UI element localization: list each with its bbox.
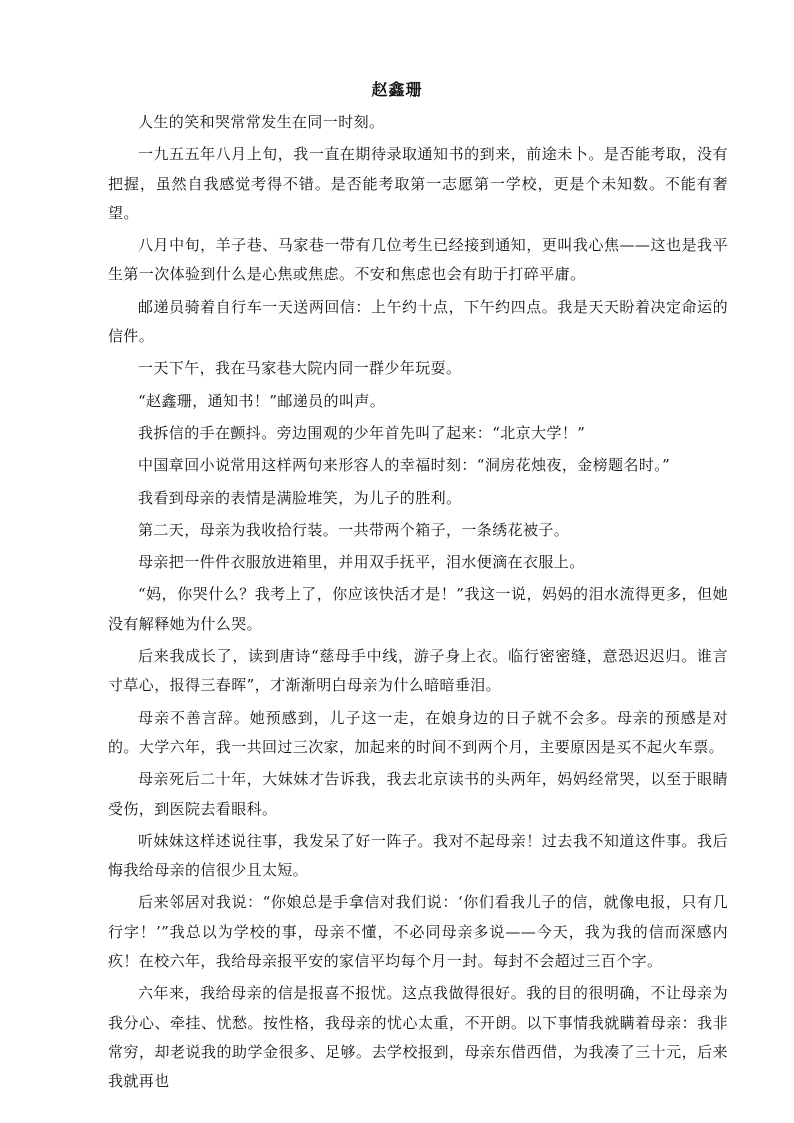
paragraph: 母亲不善言辞。她预感到，儿子这一走，在娘身边的日子就不会多。母亲的预感是对的。大学六年，我一共回过三次家，加起来的时间不到两个月，主要原因是买不起火车票。 xyxy=(108,708,728,756)
paragraph: 母亲把一件件衣服放进箱里，并用双手抚平，泪水便滴在衣服上。 xyxy=(138,553,585,572)
paragraph: 人生的笑和哭常常发生在同一时刻。 xyxy=(138,113,385,131)
paragraph: 邮递员骑着自行车一天送两回信：上午约十点，下午约四点。我是天天盼着决定命运的信件。 xyxy=(108,297,728,346)
paragraph: 我拆信的手在颤抖。旁边围观的少年首先叫了起来：“北京大学！” xyxy=(138,423,586,442)
paragraph: 一天下午，我在马家巷大院内同一群少年玩耍。 xyxy=(138,359,462,378)
paragraph: 六年来，我给母亲的信是报喜不报忧。这点我做得很好。我的目的很明确，不让母亲为我分心、牵挂、忧愁。按性格，我母亲的忧心太重，不开朗。以下事情我就瞒着母亲：我非常穷，却老说我的助学金很多、足够。去学校报到，母亲东借西借，为我凑了三十元，后来我就再也 xyxy=(108,984,728,1091)
paragraph: “妈，你哭什么？我考上了，你应该快活才是！”我这一说，妈妈的泪水流得更多，但她没有解释她为什么哭。 xyxy=(108,585,728,633)
paragraph: 第二天，母亲为我收拾行装。一共带两个箱子，一条绣花被子。 xyxy=(138,520,570,539)
paragraph: “赵鑫珊，通知书！”邮递员的叫声。 xyxy=(138,391,386,410)
document-body xyxy=(108,108,728,1100)
paragraph: 后来我成长了，读到唐诗“慈母手中线，游子身上衣。临行密密缝，意恐迟迟归。谁言寸草心，报得三春晖”，才渐渐明白母亲为什么暗暗垂泪。 xyxy=(108,647,728,695)
document-title: 赵鑫珊 xyxy=(371,80,423,99)
paragraph: 一九五五年八月上旬，我一直在期待录取通知书的到来，前途未卜。是否能考取，没有把握，虽然自我感觉考得不错。是否能考取第一志愿第一学校，更是个未知数。不能有奢望。 xyxy=(108,145,728,222)
paragraph: 我看到母亲的表情是满脸堆笑，为儿子的胜利。 xyxy=(138,488,462,507)
paragraph: 听妹妹这样述说往事，我发呆了好一阵子。我对不起母亲！过去我不知道这件事。我后悔我给母亲的信很少且太短。 xyxy=(108,831,728,880)
paragraph: 后来邻居对我说：“你娘总是手拿信对我们说：‘你们看我儿子的信，就像电报，只有几行字！’”我总以为学校的事，母亲不懂，不必同母亲多说——今天，我为我的信而深感内疚！在校六年，我给母亲报平安的家信平均每个月一封。每封不会超过三百个字。 xyxy=(108,893,728,971)
paragraph: 中国章回小说常用这样两句来形容人的幸福时刻：“洞房花烛夜，金榜题名时。” xyxy=(138,456,671,475)
paragraph: 八月中旬，羊子巷、马家巷一带有几位考生已经接到通知，更叫我心焦——这也是我平生第一次体验到什么是心焦或焦虑。不安和焦虑也会有助于打碎平庸。 xyxy=(108,236,728,284)
paragraph: 母亲死后二十年，大妹妹才告诉我，我去北京读书的头两年，妈妈经常哭，以至于眼睛受伤，到医院去看眼科。 xyxy=(108,770,728,818)
